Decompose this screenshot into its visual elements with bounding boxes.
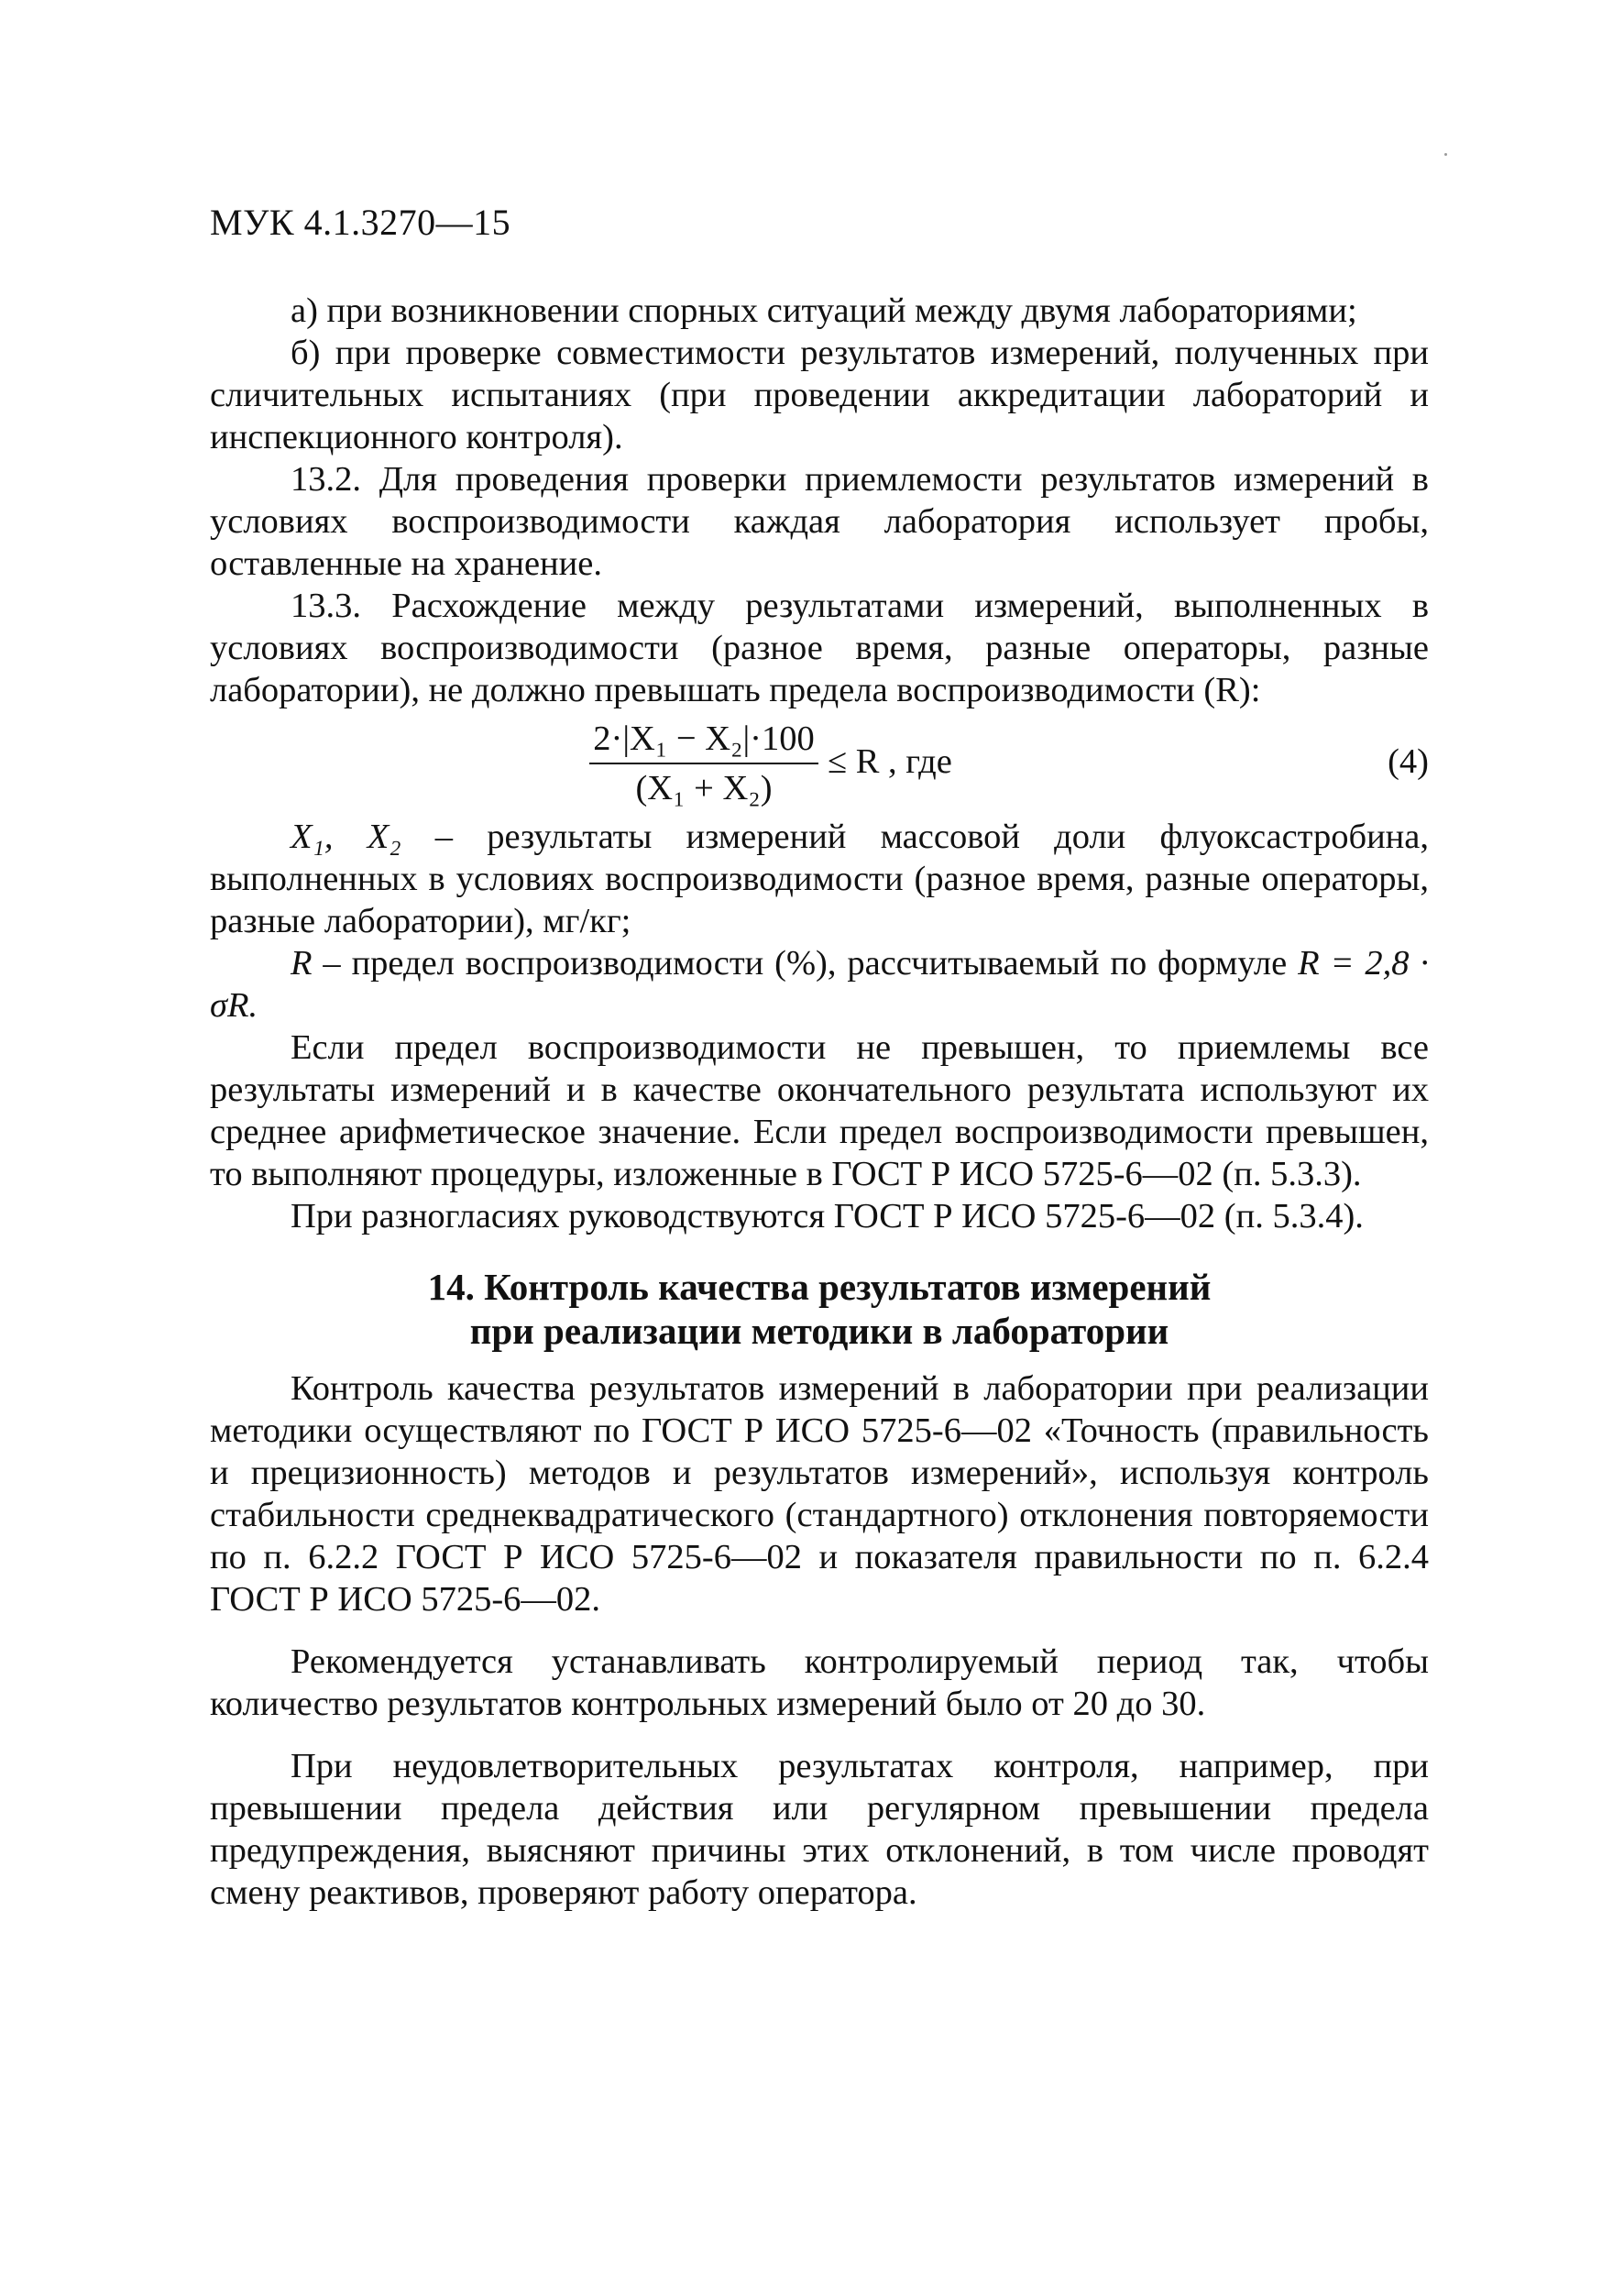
document-id: МУК 4.1.3270—15 [210,202,511,243]
item-b: б) при проверке совместимости результатов измерений, полученных при сличительных испытаниях (при проведении аккредитации лабораторий и инспекционного контроля). [210,334,1429,456]
clause-13-2: 13.2. Для проведения проверки приемлемости результатов измерений в условиях воспроизводимости каждая лаборатория использует пробы, оставленные на хранение. [210,460,1429,583]
scan-speck [1444,153,1447,156]
formula-fraction [589,717,818,810]
section-14-paragraph-1: Контроль качества результатов измерений в лаборатории при реализации методики осуществляют по ГОСТ Р ИСО 5725-6—02 «Точность (правильность и прецизионность) методов и результатов измерений», используя контроль стабильности среднеквадратического (стандартного) отклонения повторяемости по п. 6.2.2 ГОСТ Р ИСО 5725-6—02 и показателя правильности по п. 6.2.4 ГОСТ Р ИСО 5725-6—02. [210,1369,1429,1619]
paragraph-disagreement: При разногласиях руководствуются ГОСТ Р ИСО 5725-6—02 (п. 5.3.4). [291,1197,1364,1235]
definition-r-symbol: R [291,944,313,983]
definition-x [210,816,1429,942]
definition-r-text: – предел воспроизводимости (%), рассчитываемый по формуле [312,944,1299,983]
formula-rhs: ≤ R , где [828,742,952,781]
section-14-heading-line2: при реализации методики в лаборатории [469,1310,1169,1352]
definition-x-symbols: X₁, X₂ [291,818,401,856]
document-page [210,202,1429,1914]
fraction-bar [589,763,818,764]
item-a: а) при возникновении спорных ситуаций между двумя лабораториями; [291,291,1357,330]
section-14-paragraph-2: Рекомендуется устанавливать контролируемый период так, чтобы количество результатов контрольных измерений было от 20 до 30. [210,1642,1429,1723]
section-14-paragraph-3: При неудовлетворительных результатах контроля, например, при превышении предела действия или регулярном превышении предела предупреждения, выясняют причины этих отклонений, в том числе проводят смену реактивов, проверяют работу оператора. [210,1747,1429,1912]
formula-denominator: (X₁ + X₂) [635,769,773,807]
equation-number: (4) [1388,742,1429,781]
definition-r [210,942,1429,1027]
formula-numerator: 2·|X₁ − X₂|·100 [593,719,815,758]
definition-x-text: – результаты измерений массовой доли флуоксастробина, выполненных в условиях воспроизводимости (разное время, разные операторы, разные лаборатории), мг/кг; [210,818,1429,940]
formula-4 [210,717,1429,810]
clause-13-3: 13.3. Расхождение между результатами измерений, выполненных в условиях воспроизводимости (разное время, разные операторы, разные лаборатории), не должно превышать предела воспроизводимости (R): [210,587,1429,709]
section-14-heading-line1: 14. Контроль качества результатов измерений [427,1266,1212,1308]
section-14-heading [210,1265,1429,1353]
definition-r-formula: R = 2,8 · σR. [210,944,1430,1025]
paragraph-acceptable: Если предел воспроизводимости не превышен, то приемлемы все результаты измерений и в качестве окончательного результата используют их среднее арифметическое значение. Если предел воспроизводимости превышен, то выполняют процедуры, изложенные в ГОСТ Р ИСО 5725-6—02 (п. 5.3.3). [210,1028,1429,1193]
